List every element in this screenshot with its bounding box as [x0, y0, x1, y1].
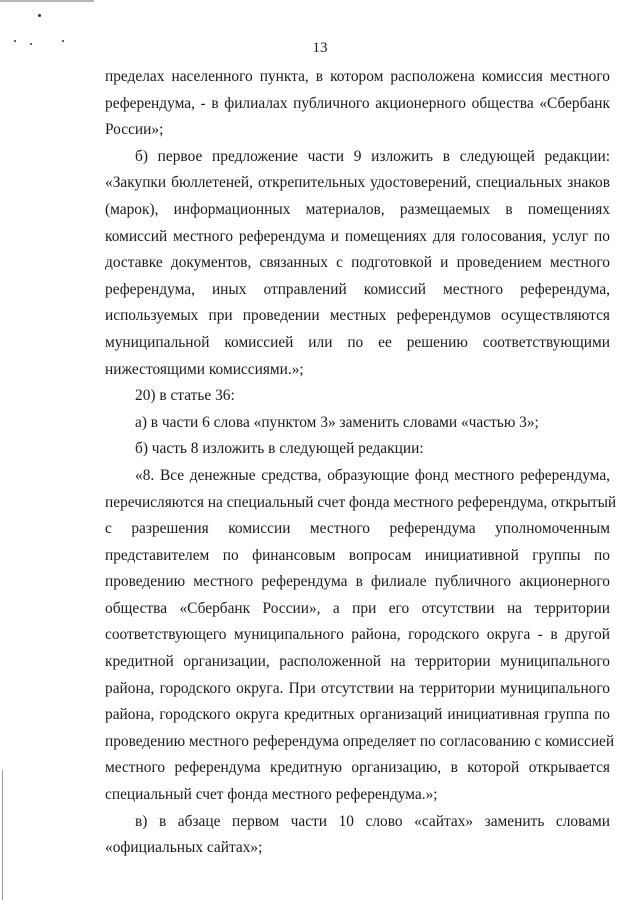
- text-line: района, городского округа кредитных организаций инициативная группа по: [105, 706, 610, 724]
- text-line: местного референдума кредитную организацию, в которой открывается: [105, 759, 610, 777]
- page-number: 13: [312, 40, 328, 56]
- text-line: «8. Все денежные средства, образующие фонд местного референдума,: [135, 466, 610, 484]
- text-line: общества «Сбербанк России», а при его отсутствии на территории: [105, 599, 610, 617]
- text-line: «официальных сайтах»;: [105, 839, 263, 857]
- paragraph-p5: [105, 436, 610, 463]
- text-line: доставке документов, связанных с подготовкой и проведением местного: [105, 254, 610, 272]
- text-line: используемых при проведении местных референдумов осуществляются: [105, 307, 610, 325]
- text-line: б) часть 8 изложить в следующей редакции:: [135, 440, 424, 458]
- text-line: «Закупки бюллетеней, открепительных удостоверений, специальных знаков: [105, 174, 610, 192]
- paragraph-p7: [105, 809, 610, 862]
- text-line: с разрешения комиссии местного референдума уполномоченным: [105, 520, 610, 538]
- text-line: перечисляются на специальный счет фонда местного референдума, открытый: [105, 493, 617, 511]
- text-line: кредитной организации, расположенной на территории муниципального: [105, 653, 610, 671]
- scan-artifact-edge: [2, 770, 3, 900]
- paragraph-p2: [105, 144, 610, 383]
- paragraph-p3: [105, 383, 610, 410]
- text-line: представителем по финансовым вопросам инициативной группы по: [105, 546, 610, 564]
- text-line: пределах населенного пункта, в котором расположена комиссия местного: [105, 68, 610, 85]
- text-line: проведению местного референдума в филиале публичного акционерного: [105, 573, 610, 591]
- text-line: муниципальной комиссией или по ее решению соответствующими: [105, 333, 610, 351]
- text-line: б) первое предложение части 9 изложить в следующей редакции:: [135, 147, 610, 165]
- paragraph-p6: [105, 463, 617, 809]
- text-line: а) в части 6 слова «пунктом 3» заменить словами «частью 3»;: [135, 413, 539, 431]
- text-line: соответствующего муниципального района, городского округа - в другой: [105, 626, 610, 644]
- text-line: референдума, - в филиалах публичного акционерного общества «Сбербанк: [105, 94, 610, 112]
- paragraph-p4: [105, 410, 610, 437]
- text-line: (марок), информационных материалов, размещаемых в помещениях: [105, 200, 610, 218]
- scan-artifact-top: [0, 0, 94, 2]
- text-line: в) в абзаце первом части 10 слово «сайтах» заменить словами: [135, 812, 610, 830]
- scan-artifact-dot: [38, 14, 41, 17]
- document-body: [105, 64, 617, 862]
- text-line: проведению местного референдума определяет по согласованию с комиссией: [105, 732, 615, 750]
- text-line: нижестоящими комиссиями.»;: [105, 360, 304, 378]
- text-line: 20) в статье 36:: [135, 387, 235, 405]
- text-line: специальный счет фонда местного референдума.»;: [105, 786, 438, 804]
- text-line: России»;: [105, 121, 164, 139]
- text-line: района, городского округа. При отсутствии на территории муниципального: [105, 679, 610, 697]
- text-line: референдума, иных отправлений комиссий местного референдума,: [105, 280, 610, 298]
- paragraph-p1: [105, 64, 610, 144]
- text-line: комиссий местного референдума и помещениях для голосования, услуг по: [105, 227, 610, 245]
